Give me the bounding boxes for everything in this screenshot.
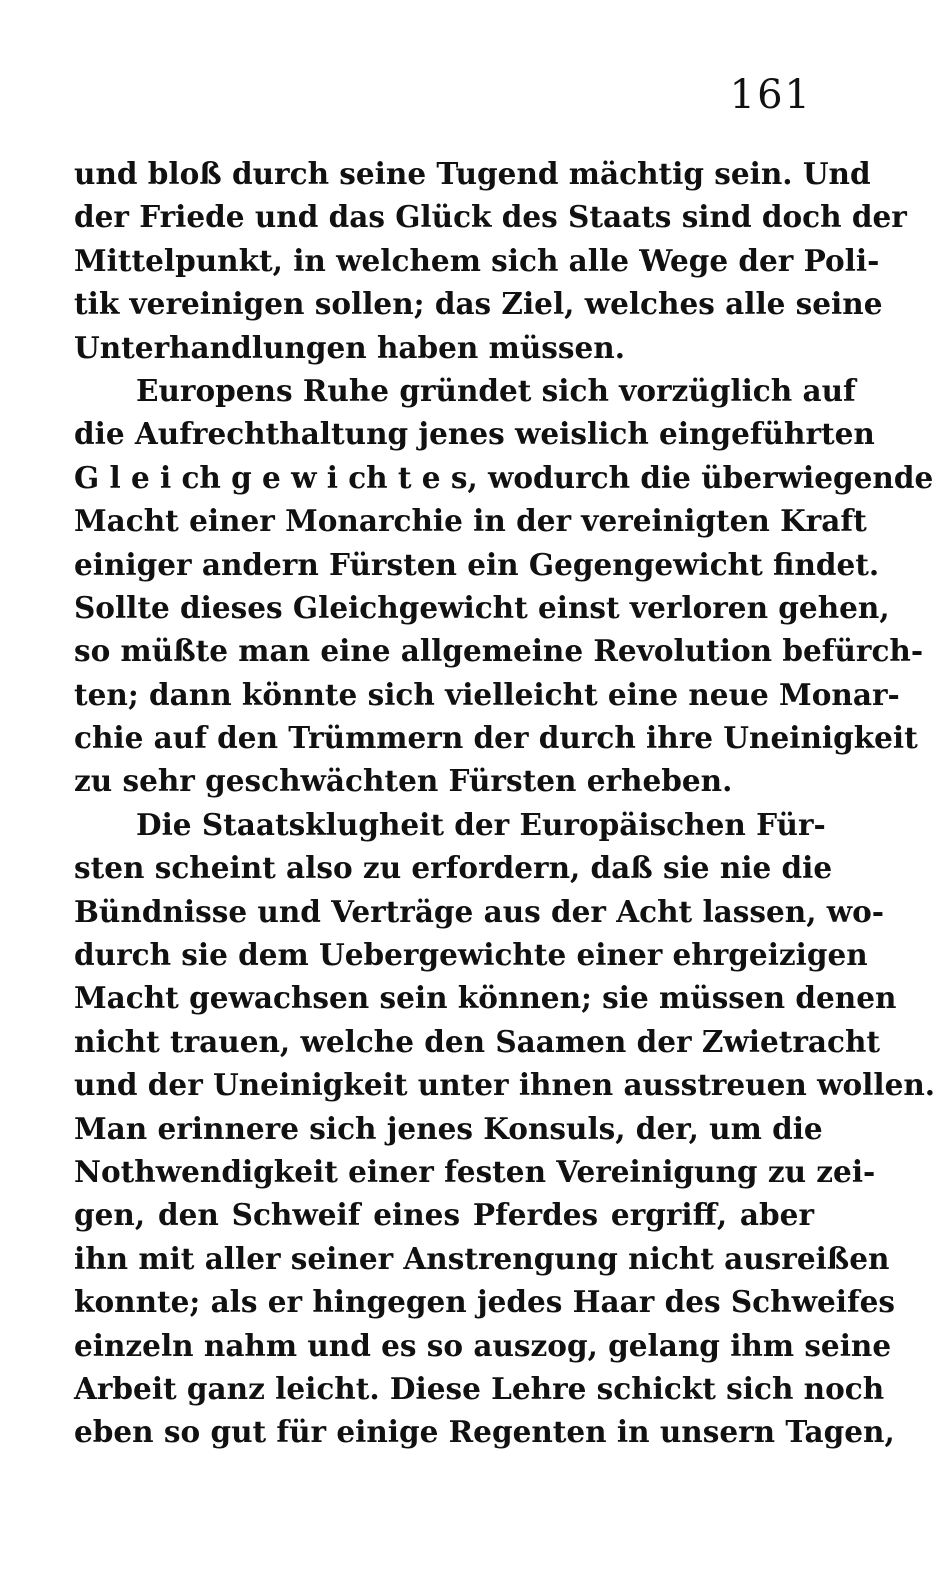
text-line: tik vereinigen sollen; das Ziel, welches alle seine xyxy=(74,286,883,322)
paragraph-1 xyxy=(74,152,907,369)
text-line: konnte; als er hingegen jedes Haar des Schweifes xyxy=(74,1284,896,1320)
paragraph-3 xyxy=(74,803,935,1454)
text-line: Europens Ruhe gründet sich vorzüglich auf xyxy=(136,372,856,408)
text-line: Die Staatsklugheit der Europäischen Für- xyxy=(136,806,826,842)
text-line: Sollte dieses Gleichgewicht einst verloren gehen, xyxy=(74,589,890,625)
text-line: Mittelpunkt, in welchem sich alle Wege der Poli- xyxy=(74,242,880,278)
text-line: Bündnisse und Verträge aus der Acht lassen, wo- xyxy=(74,893,885,929)
text-line: G l e i ch g e w i ch t e s, wodurch die überwiegende xyxy=(74,459,934,495)
text-line: ten; dann könnte sich vielleicht eine neue Monar- xyxy=(74,676,900,712)
text-line: Arbeit ganz leicht. Diese Lehre schickt sich noch xyxy=(74,1370,885,1406)
page-number: 161 xyxy=(729,72,812,118)
text-line: nicht trauen, welche den Saamen der Zwietracht xyxy=(74,1023,881,1059)
text-line: Nothwendigkeit einer festen Vereinigung zu zei- xyxy=(74,1153,876,1189)
text-line: Unterhandlungen haben müssen. xyxy=(74,329,626,365)
text-line: sten scheint also zu erfordern, daß sie nie die xyxy=(74,850,833,886)
text-line: der Friede und das Glück des Staats sind doch der xyxy=(74,199,907,235)
text-line: gen, den Schweif eines Pferdes ergriff, aber xyxy=(74,1197,814,1233)
text-line: einzeln nahm und es so auszog, gelang ihm seine xyxy=(74,1327,892,1363)
text-line: zu sehr geschwächten Fürsten erheben. xyxy=(74,763,733,799)
text-line: und bloß durch seine Tugend mächtig sein. Und xyxy=(74,156,871,191)
text-line: einiger andern Fürsten ein Gegengewicht findet. xyxy=(74,546,880,582)
text-line: eben so gut für einige Regenten in unsern Tagen, xyxy=(74,1414,895,1450)
text-line: so müßte man eine allgemeine Revolution befürch- xyxy=(74,633,924,669)
text-line: chie auf den Trümmern der durch ihre Uneinigkeit xyxy=(74,720,918,756)
body-text xyxy=(74,152,935,1454)
text-line: Macht gewachsen sein können; sie müssen denen xyxy=(74,980,897,1016)
text-line: ihn mit aller seiner Anstrengung nicht ausreißen xyxy=(74,1240,890,1276)
text-line: Man erinnere sich jenes Konsuls, der, um die xyxy=(74,1110,823,1146)
text-line: und der Uneinigkeit unter ihnen ausstreuen wollen. xyxy=(74,1067,935,1103)
text-line: die Aufrechthaltung jenes weislich eingeführten xyxy=(74,416,875,452)
text-line: durch sie dem Uebergewichte einer ehrgeizigen xyxy=(74,937,868,973)
text-line: Macht einer Monarchie in der vereinigten Kraft xyxy=(74,503,867,539)
paragraph-2 xyxy=(74,369,934,803)
